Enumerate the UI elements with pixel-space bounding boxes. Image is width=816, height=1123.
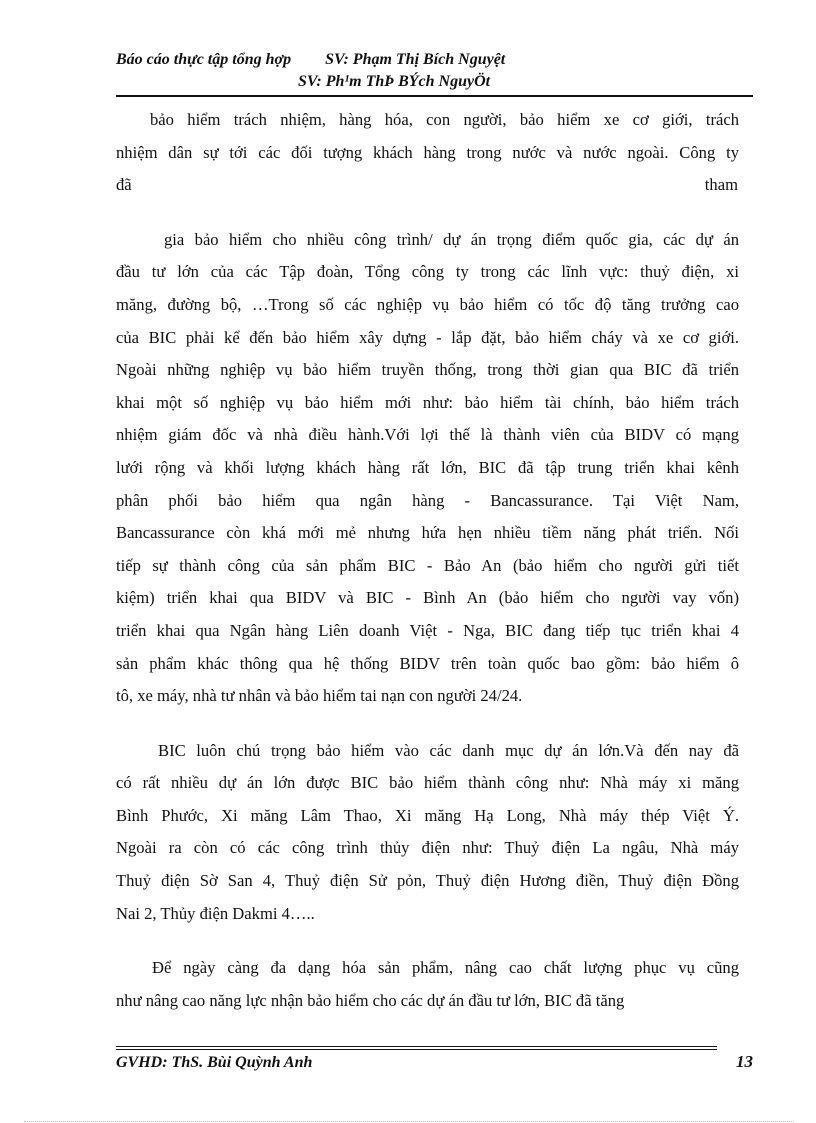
report-title: Báo cáo thực tập tổng hợp — [116, 51, 292, 68]
text-line: Để ngày càng đa dạng hóa sản phẩm, nâng cao chất lượng phục vụ cũng — [152, 958, 739, 978]
paragraph-3 — [116, 735, 739, 931]
text-line: nhiệm giám đốc và nhà điều hành.Với lợi thế là thành viên của BIDV có mạng — [116, 425, 739, 445]
text-line: kiệm) triển khai qua BIDV và BIC - Bình An (bảo hiểm cho người vay vốn) — [116, 588, 739, 608]
text-line: có rất nhiều dự án lớn được BIC bảo hiểm thành công như: Nhà máy xi măng — [116, 773, 739, 793]
paragraph-4 — [116, 952, 739, 1017]
text-line: gia bảo hiểm cho nhiều công trình/ dự án trọng điểm quốc gia, các dự án — [164, 229, 739, 249]
text-line: triển khai qua Ngân hàng Liên doanh Việt - Nga, BIC đang tiếp tục triển khai 4 — [116, 620, 739, 640]
text-line: Ngoài những nghiệp vụ bảo hiểm truyền thống, trong thời gian qua BIC đã triển — [116, 360, 739, 380]
instructor-name: GVHD: ThS. Bùi Quỳnh Anh — [116, 1054, 313, 1071]
page-header — [116, 49, 753, 97]
student-name-garbled: SV: Ph¹m ThÞ BÝch NguyÖt — [298, 73, 491, 90]
text-line: tiếp sự thành công của sản phẩm BIC - Bảo An (bảo hiểm cho người gửi tiết — [116, 555, 739, 575]
text-line: đầu tư lớn của các Tập đoàn, Tổng công ty trong các lĩnh vực: thuỷ điện, xi — [116, 262, 739, 282]
text-line: BIC luôn chú trọng bảo hiểm vào các danh mục dự án lớn.Và đến nay đã — [158, 740, 739, 760]
page-number: 13 — [736, 1052, 753, 1071]
text-line: Bình Phước, Xi măng Lâm Thao, Xi măng Hạ Long, Nhà máy thép Việt Ý. — [116, 805, 739, 825]
paragraph-1 — [116, 104, 739, 202]
header-line-1 — [116, 51, 505, 69]
text-line: tô, xe máy, nhà tư nhân và bảo hiểm tai nạn con người 24/24. — [116, 686, 523, 706]
page-bottom-divider — [24, 1121, 794, 1122]
text-line: Ngoài ra còn có các công trình thủy điện như: Thuỷ điện La ngâu, Nhà máy — [116, 838, 739, 858]
document-body — [116, 104, 739, 1017]
text-line: đã tham — [116, 175, 738, 195]
footer-rule — [116, 1046, 717, 1047]
text-line: như nâng cao năng lực nhận bảo hiểm cho các dự án đầu tư lớn, BIC đã tăng — [116, 990, 625, 1010]
text-line: măng, đường bộ, …Trong số các nghiệp vụ bảo hiểm có tốc độ tăng trưởng cao — [116, 294, 739, 314]
text-line: của BIC phải kể đến bảo hiểm xây dựng - lắp đặt, bảo hiểm cháy và xe cơ giới. — [116, 327, 739, 347]
text-line: phân phối bảo hiểm qua ngân hàng - Bancassurance. Tại Việt Nam, — [116, 490, 739, 510]
text-line: lưới rộng và khối lượng khách hàng rất lớn, BIC đã tập trung triển khai kênh — [116, 457, 739, 477]
text-line: sản phẩm khác thông qua hệ thống BIDV trên toàn quốc bao gồm: bảo hiểm ô — [116, 653, 739, 673]
paragraph-2 — [116, 224, 739, 713]
footer-rule — [116, 1049, 717, 1050]
student-name: SV: Phạm Thị Bích Nguyệt — [325, 51, 506, 68]
text-line: Nai 2, Thủy điện Dakmi 4….. — [116, 903, 315, 923]
text-line: nhiệm dân sự tới các đối tượng khách hàng trong nước và nước ngoài. Công ty — [116, 142, 739, 162]
text-line: Bancassurance còn khá mới mẻ nhưng hứa hẹn nhiều tiềm năng phát triển. Nối — [116, 523, 739, 543]
text-line: bảo hiểm trách nhiệm, hàng hóa, con người, bảo hiểm xe cơ giới, trách — [150, 110, 739, 129]
text-line: khai một số nghiệp vụ bảo hiểm mới như: bảo hiểm tài chính, bảo hiểm trách — [116, 392, 739, 412]
text-line: Thuỷ điện Sờ San 4, Thuỷ điện Sử pỏn, Thuỷ điện Hương điền, Thuỷ điện Đồng — [116, 871, 739, 891]
